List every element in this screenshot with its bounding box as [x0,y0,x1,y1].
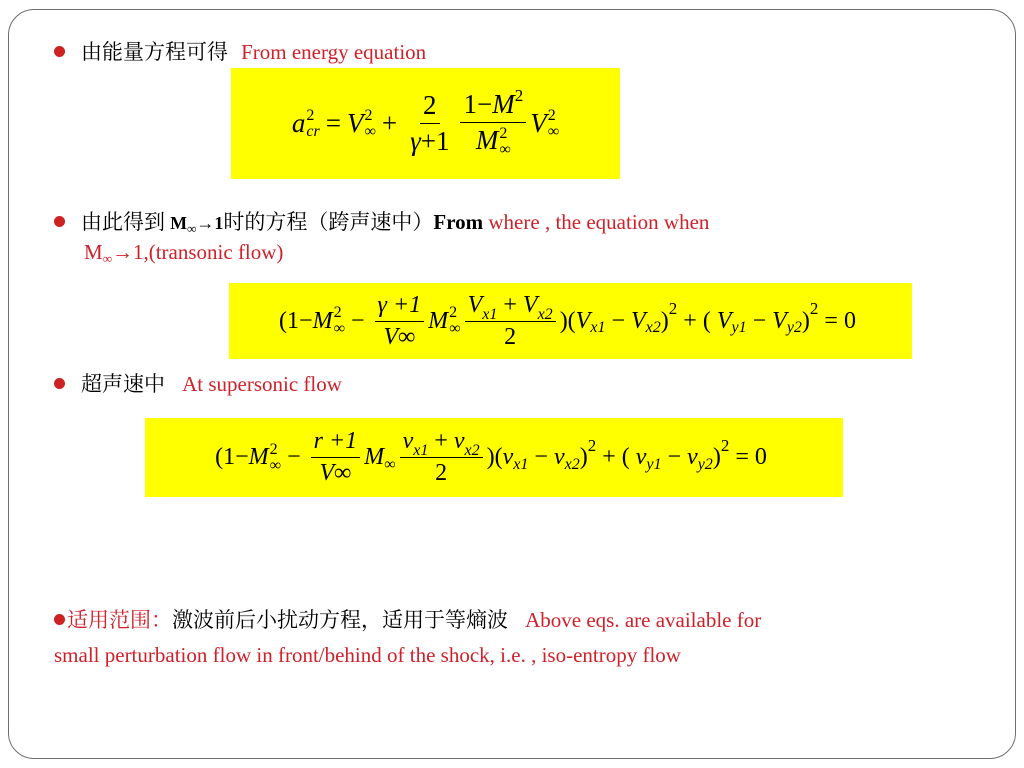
eq1-frac1-num: 2 [420,90,440,124]
eq1-frac2-one: 1 [463,88,477,119]
eq3-vx1: v [402,428,414,454]
eq3-sq2: 2 [720,435,730,455]
eq3-vy1-sub: y1 [646,455,662,473]
eq3-vx2: v [453,428,465,454]
bullet-applicability [54,604,761,634]
bullet-icon [54,378,65,389]
eq1-tail-sub: ∞ [547,122,560,140]
eq3-two: 2 [435,460,448,486]
eq3-frac-r-num: r +1 [311,428,361,458]
eq2-m2-sup: 2 [449,304,458,321]
eq2-frac-v [465,292,556,351]
bullet2-cn-b: 时的方程（跨声速中） [223,210,434,234]
eq1-plus: + [381,108,398,138]
eq2-vx2-sub: x2 [537,305,553,323]
bullet-transonic [54,206,709,237]
eq3-frac-r-den: V∞ [319,460,352,486]
eq3-m2-sub: ∞ [384,455,396,473]
eq1-v-sub: ∞ [364,122,376,140]
eq2-paren: )( [559,307,576,334]
bullet4-en-line1: Above eqs. are available for [525,608,762,632]
eq3-plus: + [434,428,448,454]
eq3-close2: ) [712,444,721,470]
eq2-vx2b: V [631,307,646,334]
eq1-frac2-den-sub: ∞ [499,141,511,159]
eq3-vy2: v [687,444,698,470]
eq1-frac2-minus: − [476,88,493,119]
bullet-icon [54,614,65,625]
eq3-vx2-sub: x2 [464,442,480,459]
eq3-minus: − [287,444,301,470]
eq3-frac-v [400,428,483,487]
eq3-open: (1− [215,444,249,470]
eq1-lhs-sub: cr [306,122,320,140]
eq3-vy1: v [635,444,647,470]
eq3-frac-r [311,428,361,487]
eq1-frac2-den-sup: 2 [499,125,508,143]
eq2-frac-gamma-den: V∞ [383,323,416,350]
bullet3-cn: 超声速中 [81,372,165,396]
eq1-lhs-sup: 2 [306,106,315,124]
eq2-vx1: V [467,291,483,318]
eq2-vy2: V [772,307,787,334]
eq2-frac-gamma [375,292,425,351]
bullet2-arrow: →1 [196,213,224,233]
eq1-frac1-den-rest: +1 [420,126,450,156]
eq1-frac2-m-sup: 2 [514,85,524,105]
bullet2-line2-rest: →1,(transonic flow) [111,240,284,264]
eq3-vx1b-sub: x1 [513,455,529,473]
eq2-minus3: − [752,307,767,334]
eq3-vy2-sub: y2 [697,455,713,473]
bullet4-cn-black: 激波前后小扰动方程，适用于等熵波 [172,608,508,632]
eq3-minus3: − [667,444,682,470]
eq3-close: ) [579,444,588,470]
bullet2-cn-a: 由此得到 [81,210,165,234]
bullet4-cn-red: 适用范围： [67,608,172,632]
bullet1-en: From energy equation [241,40,427,64]
eq3-m2: M [364,444,385,470]
bullet3-en: At supersonic flow [182,372,342,396]
bullet2-m: M [170,213,188,233]
eq2-vx1-sub: x1 [482,305,498,323]
eq2-m2-sub: ∞ [449,320,461,337]
bullet-icon [54,216,65,227]
eq1-frac2-m: M [492,88,515,119]
bullet-icon [54,46,65,57]
bullet4-en-line2: small perturbation flow in front/behind of the shock, i.e. , iso-entropy flow [54,643,681,667]
eq2-sq1: 2 [668,299,678,318]
eq2-minus: − [350,307,365,334]
eq2-close: ) [660,307,669,334]
bullet2-inf: ∞ [187,221,197,236]
bullet2-line2-m: M [84,240,103,264]
eq2-open: (1− [279,307,313,334]
eq3-m: M [248,444,269,470]
eq2-vx2: V [522,291,538,318]
eq2-vy2-sub: y2 [786,319,802,336]
eq1-tail-sup: 2 [547,106,556,124]
eq1-gamma: γ [410,126,421,156]
eq1-tail-v: V [530,108,547,138]
eq2-vy1-sub: y1 [731,319,747,336]
bullet2-line2 [84,240,283,267]
eq3-vx2b: v [553,444,565,470]
bullet2-from: From [433,210,484,234]
eq3-paren: )( [486,444,503,470]
eq1-lhs-var: a [291,108,306,138]
eq1-equals: = [325,108,341,138]
bullet-energy-equation [54,36,426,66]
eq2-m-sup: 2 [333,304,342,321]
eq2-vx1b: V [575,307,591,334]
eq3-minus2: − [534,444,548,470]
eq3-vx1-sub: x1 [413,442,429,459]
eq1-v: V [346,108,364,138]
eq3-sq1: 2 [587,435,597,455]
eq1-frac2-den-m: M [475,124,499,155]
eq3-equals-zero: = 0 [735,444,767,470]
eq2-vx2b-sub: x2 [645,319,661,336]
eq2-minus2: − [611,307,625,334]
eq1-v-sup: 2 [364,106,373,124]
eq2-plus-paren: + ( [683,307,711,334]
bullet1-cn: 由能量方程可得 [81,40,228,64]
eq2-close2: ) [801,307,810,334]
eq2-frac-gamma-num: γ +1 [375,292,425,322]
eq1-frac2 [460,85,526,159]
eq3-m-sup: 2 [269,440,278,458]
eq1-frac1 [407,90,452,157]
eq3-m-sub: ∞ [269,456,282,474]
bullet2-line2-inf: ∞ [102,251,112,266]
eq2-equals-zero: = 0 [824,307,856,334]
eq3-vx1b: v [502,444,514,470]
eq3-vx2b-sub: x2 [564,455,580,473]
eq2-plus: + [503,291,517,318]
bullet2-en-a: where , the equation when [483,210,710,234]
equation-critical-speed [231,68,620,179]
eq2-vx1b-sub: x1 [590,319,606,336]
equation-supersonic [145,418,843,497]
eq2-sq2: 2 [809,299,819,318]
bullet-supersonic [54,368,342,398]
eq3-plus-paren: + ( [602,444,630,470]
eq2-vy1: V [716,307,732,334]
equation-transonic [229,283,912,359]
eq2-m-sub: ∞ [333,320,345,337]
eq2-two: 2 [504,323,517,350]
eq2-m2: M [428,307,449,334]
eq2-m: M [312,307,333,334]
